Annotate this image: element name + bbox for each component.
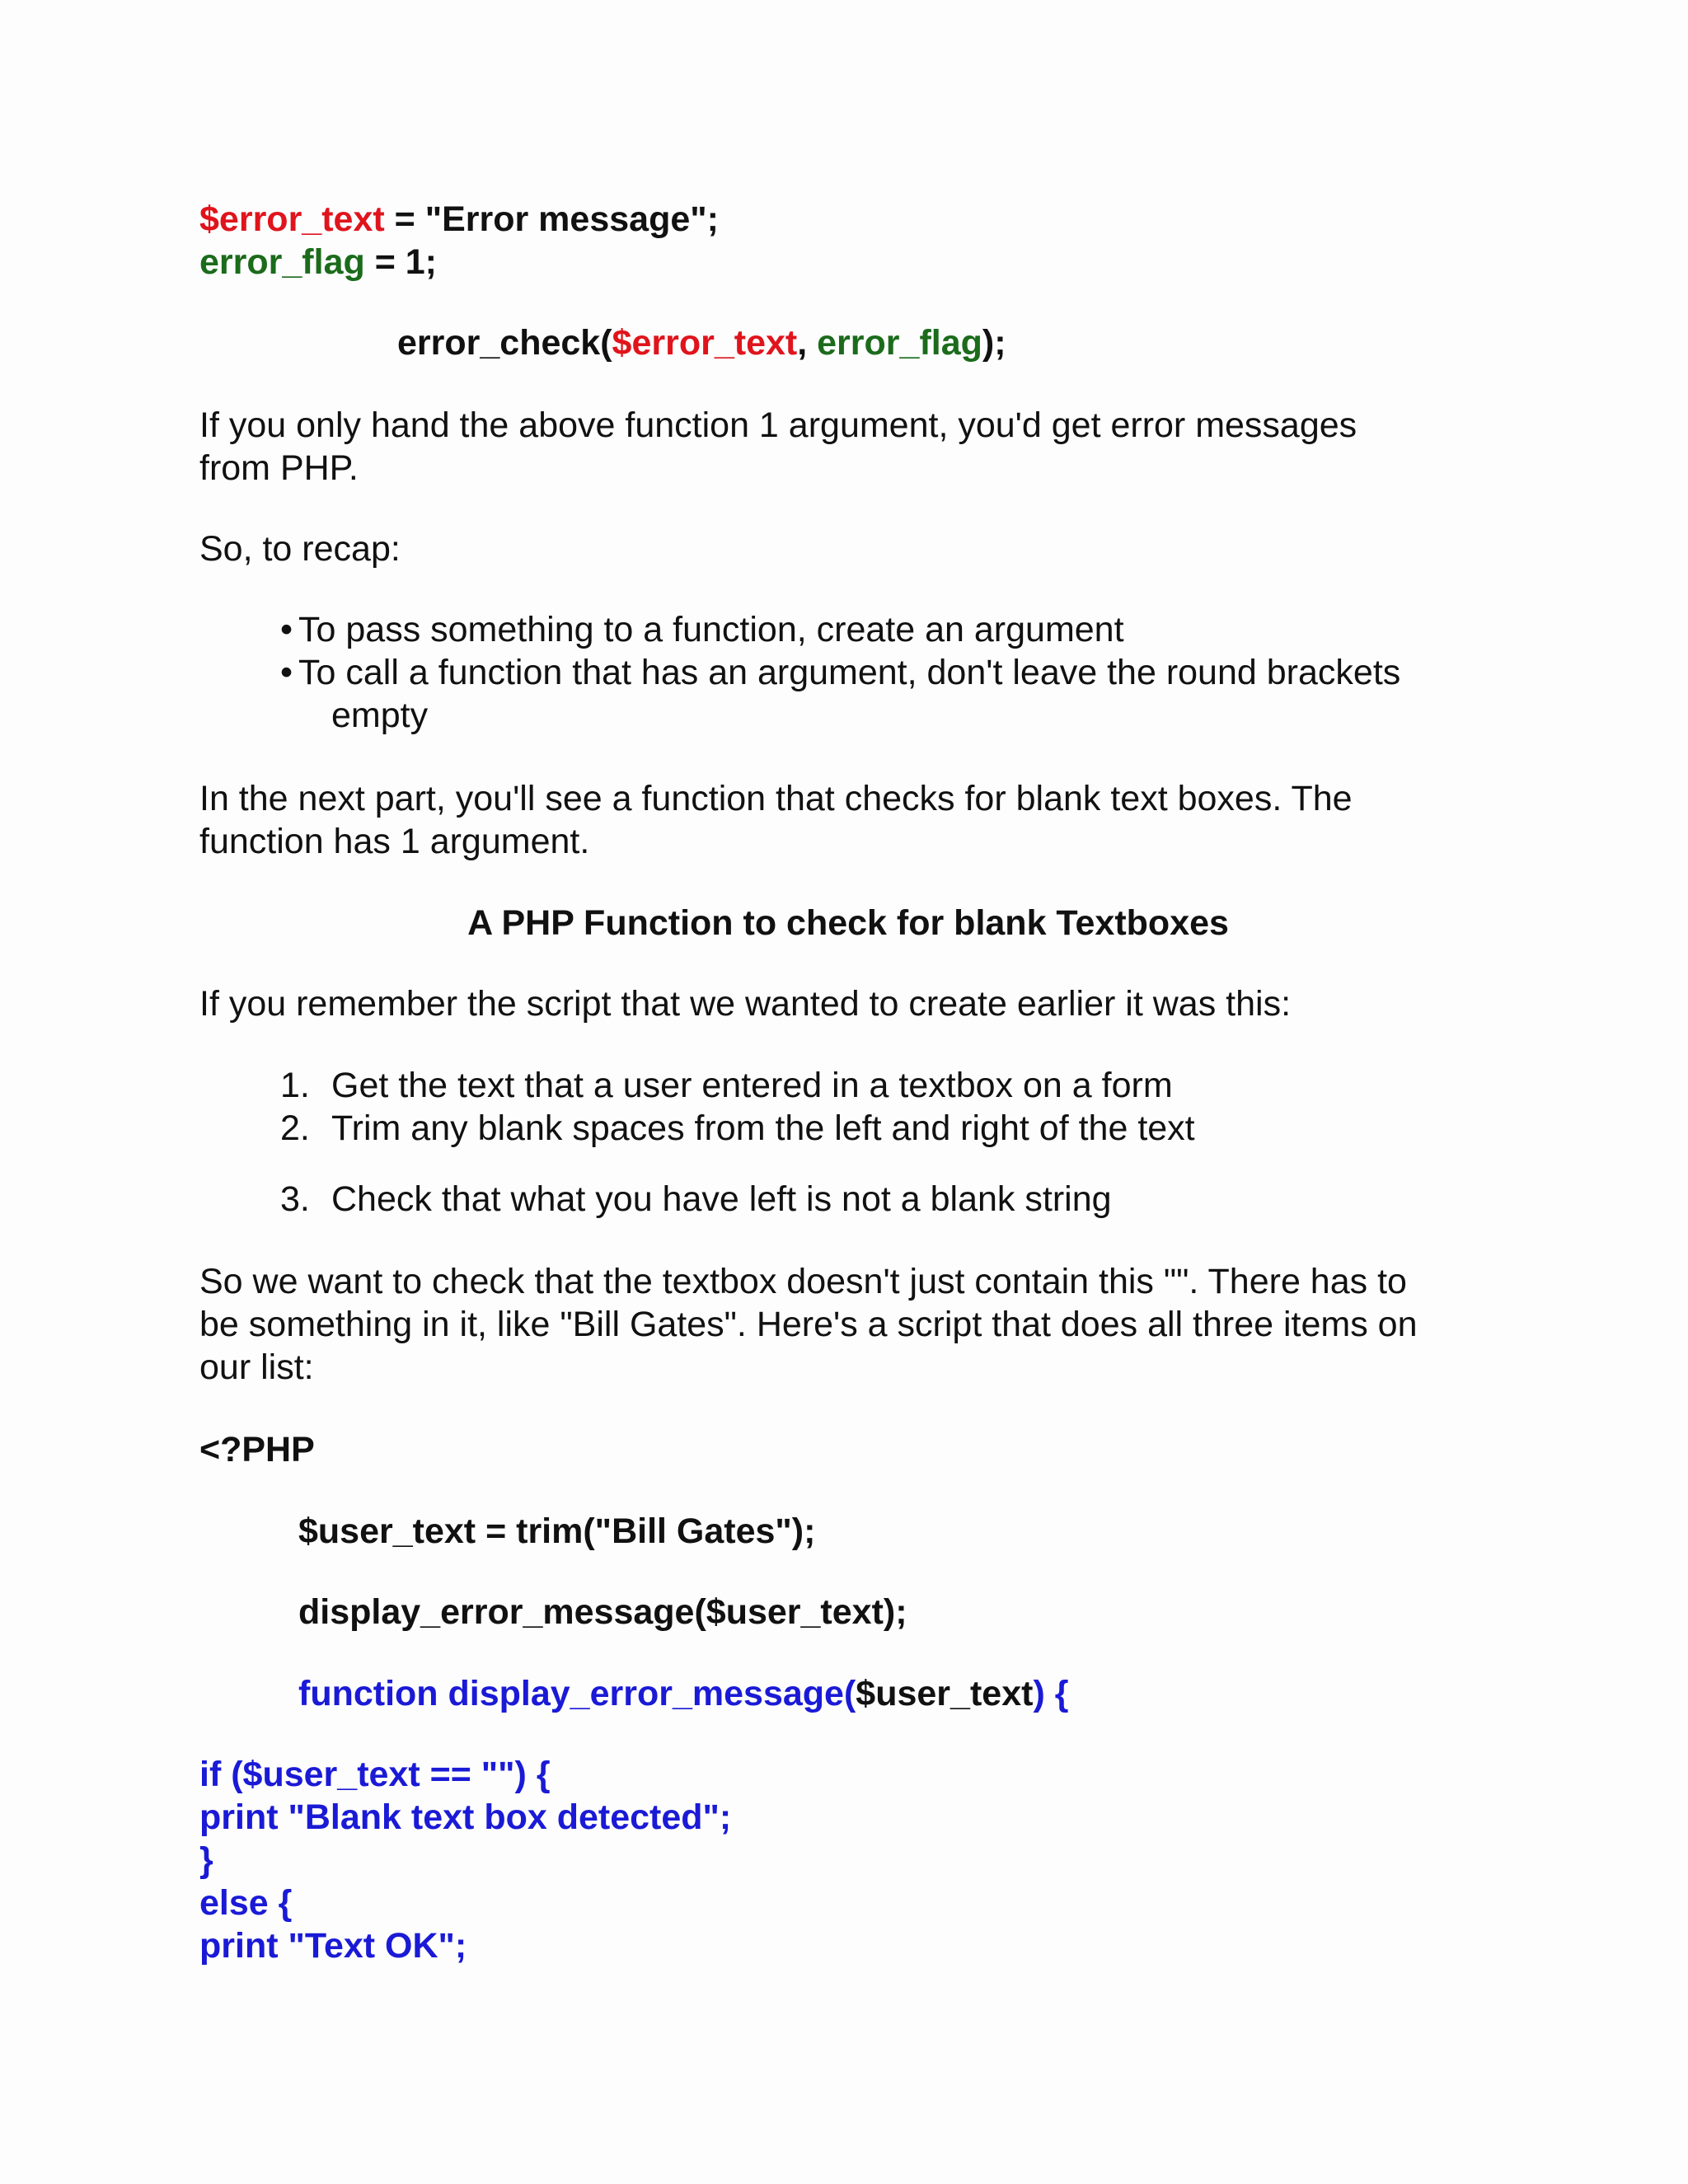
keyword-function: function display_error_message(	[298, 1674, 856, 1713]
step-text: Trim any blank spaces from the left and right of the text	[331, 1108, 1195, 1148]
code-line-error-check-call	[397, 321, 1006, 364]
code-line-print-blank: print "Blank text box detected";	[199, 1797, 732, 1837]
code-php-open-tag: <?PHP	[199, 1430, 315, 1469]
bullet-marker: •	[280, 653, 293, 692]
step-item-1	[280, 1064, 1173, 1107]
step-number: 3.	[280, 1179, 310, 1219]
arg-error-text: $error_text	[612, 323, 798, 363]
section-heading: A PHP Function to check for blank Textboxes	[467, 903, 1229, 943]
code-line-trim: $user_text = trim("Bill Gates");	[298, 1511, 816, 1551]
bullet-item-2-continuation: empty	[331, 696, 429, 735]
paragraph-check-textbox-line3: our list:	[199, 1347, 314, 1387]
assign-error-message: = "Error message";	[384, 199, 719, 239]
code-line-close-brace: }	[199, 1840, 213, 1880]
paragraph-one-argument-line2: from PHP.	[199, 448, 359, 488]
step-text: Get the text that a user entered in a textbox on a form	[331, 1066, 1173, 1105]
assign-flag-value: = 1;	[364, 242, 437, 282]
var-error-flag: error_flag	[199, 242, 365, 282]
declaration-end: ) {	[1033, 1674, 1069, 1713]
code-line-error-flag	[199, 241, 437, 284]
paragraph-check-textbox-line2: be something in it, like "Bill Gates". Here's a script that does all three items on	[199, 1305, 1418, 1344]
code-line-print-ok: print "Text OK";	[199, 1926, 467, 1966]
bullet-item-2	[280, 651, 1400, 694]
code-line-else: else {	[199, 1883, 293, 1923]
step-item-2	[280, 1107, 1195, 1150]
code-line-function-declaration	[298, 1672, 1068, 1715]
paragraph-remember-script: If you remember the script that we wanted to create earlier it was this:	[199, 984, 1292, 1024]
bullet-marker: •	[280, 610, 293, 649]
code-line-error-text	[199, 198, 719, 241]
param-user-text: $user_text	[856, 1674, 1034, 1713]
step-number: 1.	[280, 1066, 310, 1105]
arg-separator: ,	[797, 323, 818, 363]
var-error-text: $error_text	[199, 199, 385, 239]
fn-error-check: error_check(	[397, 323, 612, 363]
step-text: Check that what you have left is not a blank string	[331, 1179, 1112, 1219]
paragraph-next-part-line1: In the next part, you'll see a function that checks for blank text boxes. The	[199, 779, 1353, 818]
step-number: 2.	[280, 1108, 310, 1148]
bullet-item-1-text: To pass something to a function, create an argument	[298, 610, 1124, 649]
paragraph-check-textbox-line1: So we want to check that the textbox doesn't just contain this "". There has to	[199, 1262, 1407, 1301]
step-item-3	[280, 1178, 1112, 1221]
call-end: );	[982, 323, 1006, 363]
code-line-display-call: display_error_message($user_text);	[298, 1592, 907, 1632]
bullet-item-2-text: To call a function that has an argument, don't leave the round brackets	[298, 653, 1401, 692]
recap-text: So, to recap:	[199, 529, 401, 569]
paragraph-next-part-line2: function has 1 argument.	[199, 822, 590, 861]
arg-error-flag: error_flag	[817, 323, 982, 363]
paragraph-one-argument-line1: If you only hand the above function 1 argument, you'd get error messages	[199, 405, 1357, 445]
bullet-item-1	[280, 608, 1124, 651]
code-line-if: if ($user_text == "") {	[199, 1755, 551, 1794]
